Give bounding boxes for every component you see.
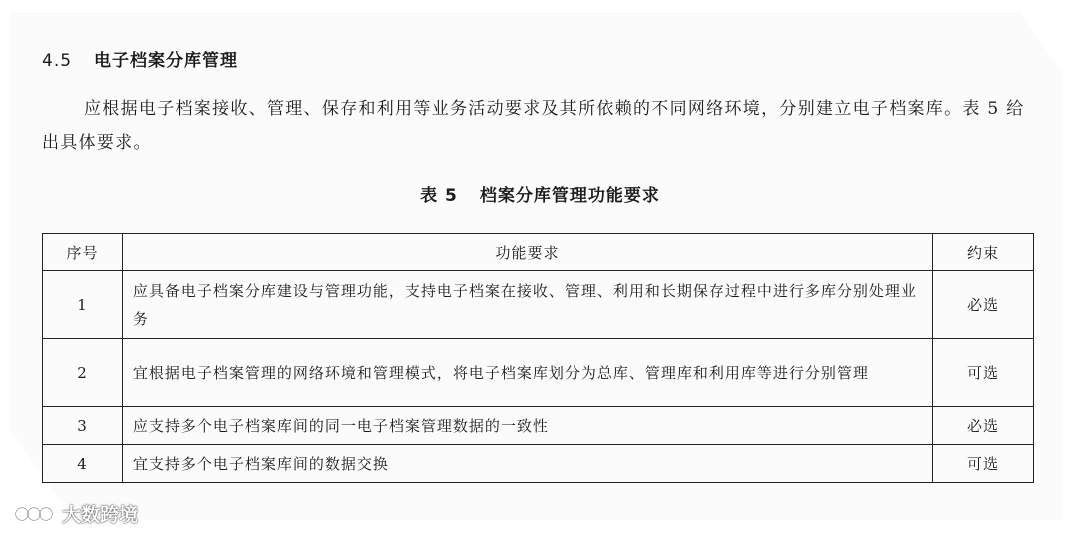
row-number: 3	[43, 407, 123, 445]
row-number: 4	[43, 445, 123, 483]
header-requirement: 功能要求	[122, 234, 932, 271]
table-row	[43, 407, 1034, 445]
row-constraint: 可选	[933, 339, 1034, 407]
table-caption-title: 档案分库管理功能要求	[479, 186, 660, 206]
watermark	[14, 500, 138, 527]
row-requirement: 应具备电子档案分库建设与管理功能，支持电子档案在接收、管理、利用和长期保存过程中进行多库分别处理业务	[122, 271, 932, 339]
section-title: 电子档案分库管理	[94, 51, 239, 71]
table-header-row	[43, 234, 1034, 271]
table-caption	[0, 181, 1080, 206]
body-paragraph: 应根据电子档案接收、管理、保存和利用等业务活动要求及其所依赖的不同网络环境，分别建立电子档案库。表 5 给出具体要求。	[42, 99, 1025, 153]
table-row	[43, 445, 1034, 483]
row-requirement: 应支持多个电子档案库间的同一电子档案管理数据的一致性	[122, 407, 932, 445]
table-caption-number: 表 5	[420, 186, 458, 206]
row-number: 2	[43, 339, 123, 407]
requirements-table	[42, 233, 1034, 483]
row-constraint: 可选	[933, 445, 1034, 483]
table-row	[43, 339, 1034, 407]
row-constraint: 必选	[933, 271, 1034, 339]
section-number: 4.5	[42, 51, 73, 71]
section-heading	[42, 46, 238, 71]
table-row	[43, 271, 1034, 339]
header-constraint: 约束	[933, 234, 1034, 271]
header-no: 序号	[43, 234, 123, 271]
row-requirement: 宜支持多个电子档案库间的数据交换	[122, 445, 932, 483]
row-constraint: 必选	[933, 407, 1034, 445]
row-number: 1	[43, 271, 123, 339]
watermark-text: 大数跨境	[62, 504, 139, 526]
chain-logo-icon	[14, 503, 58, 525]
row-requirement: 宜根据电子档案管理的网络环境和管理模式，将电子档案库划分为总库、管理库和利用库等进行分别管理	[122, 339, 932, 407]
